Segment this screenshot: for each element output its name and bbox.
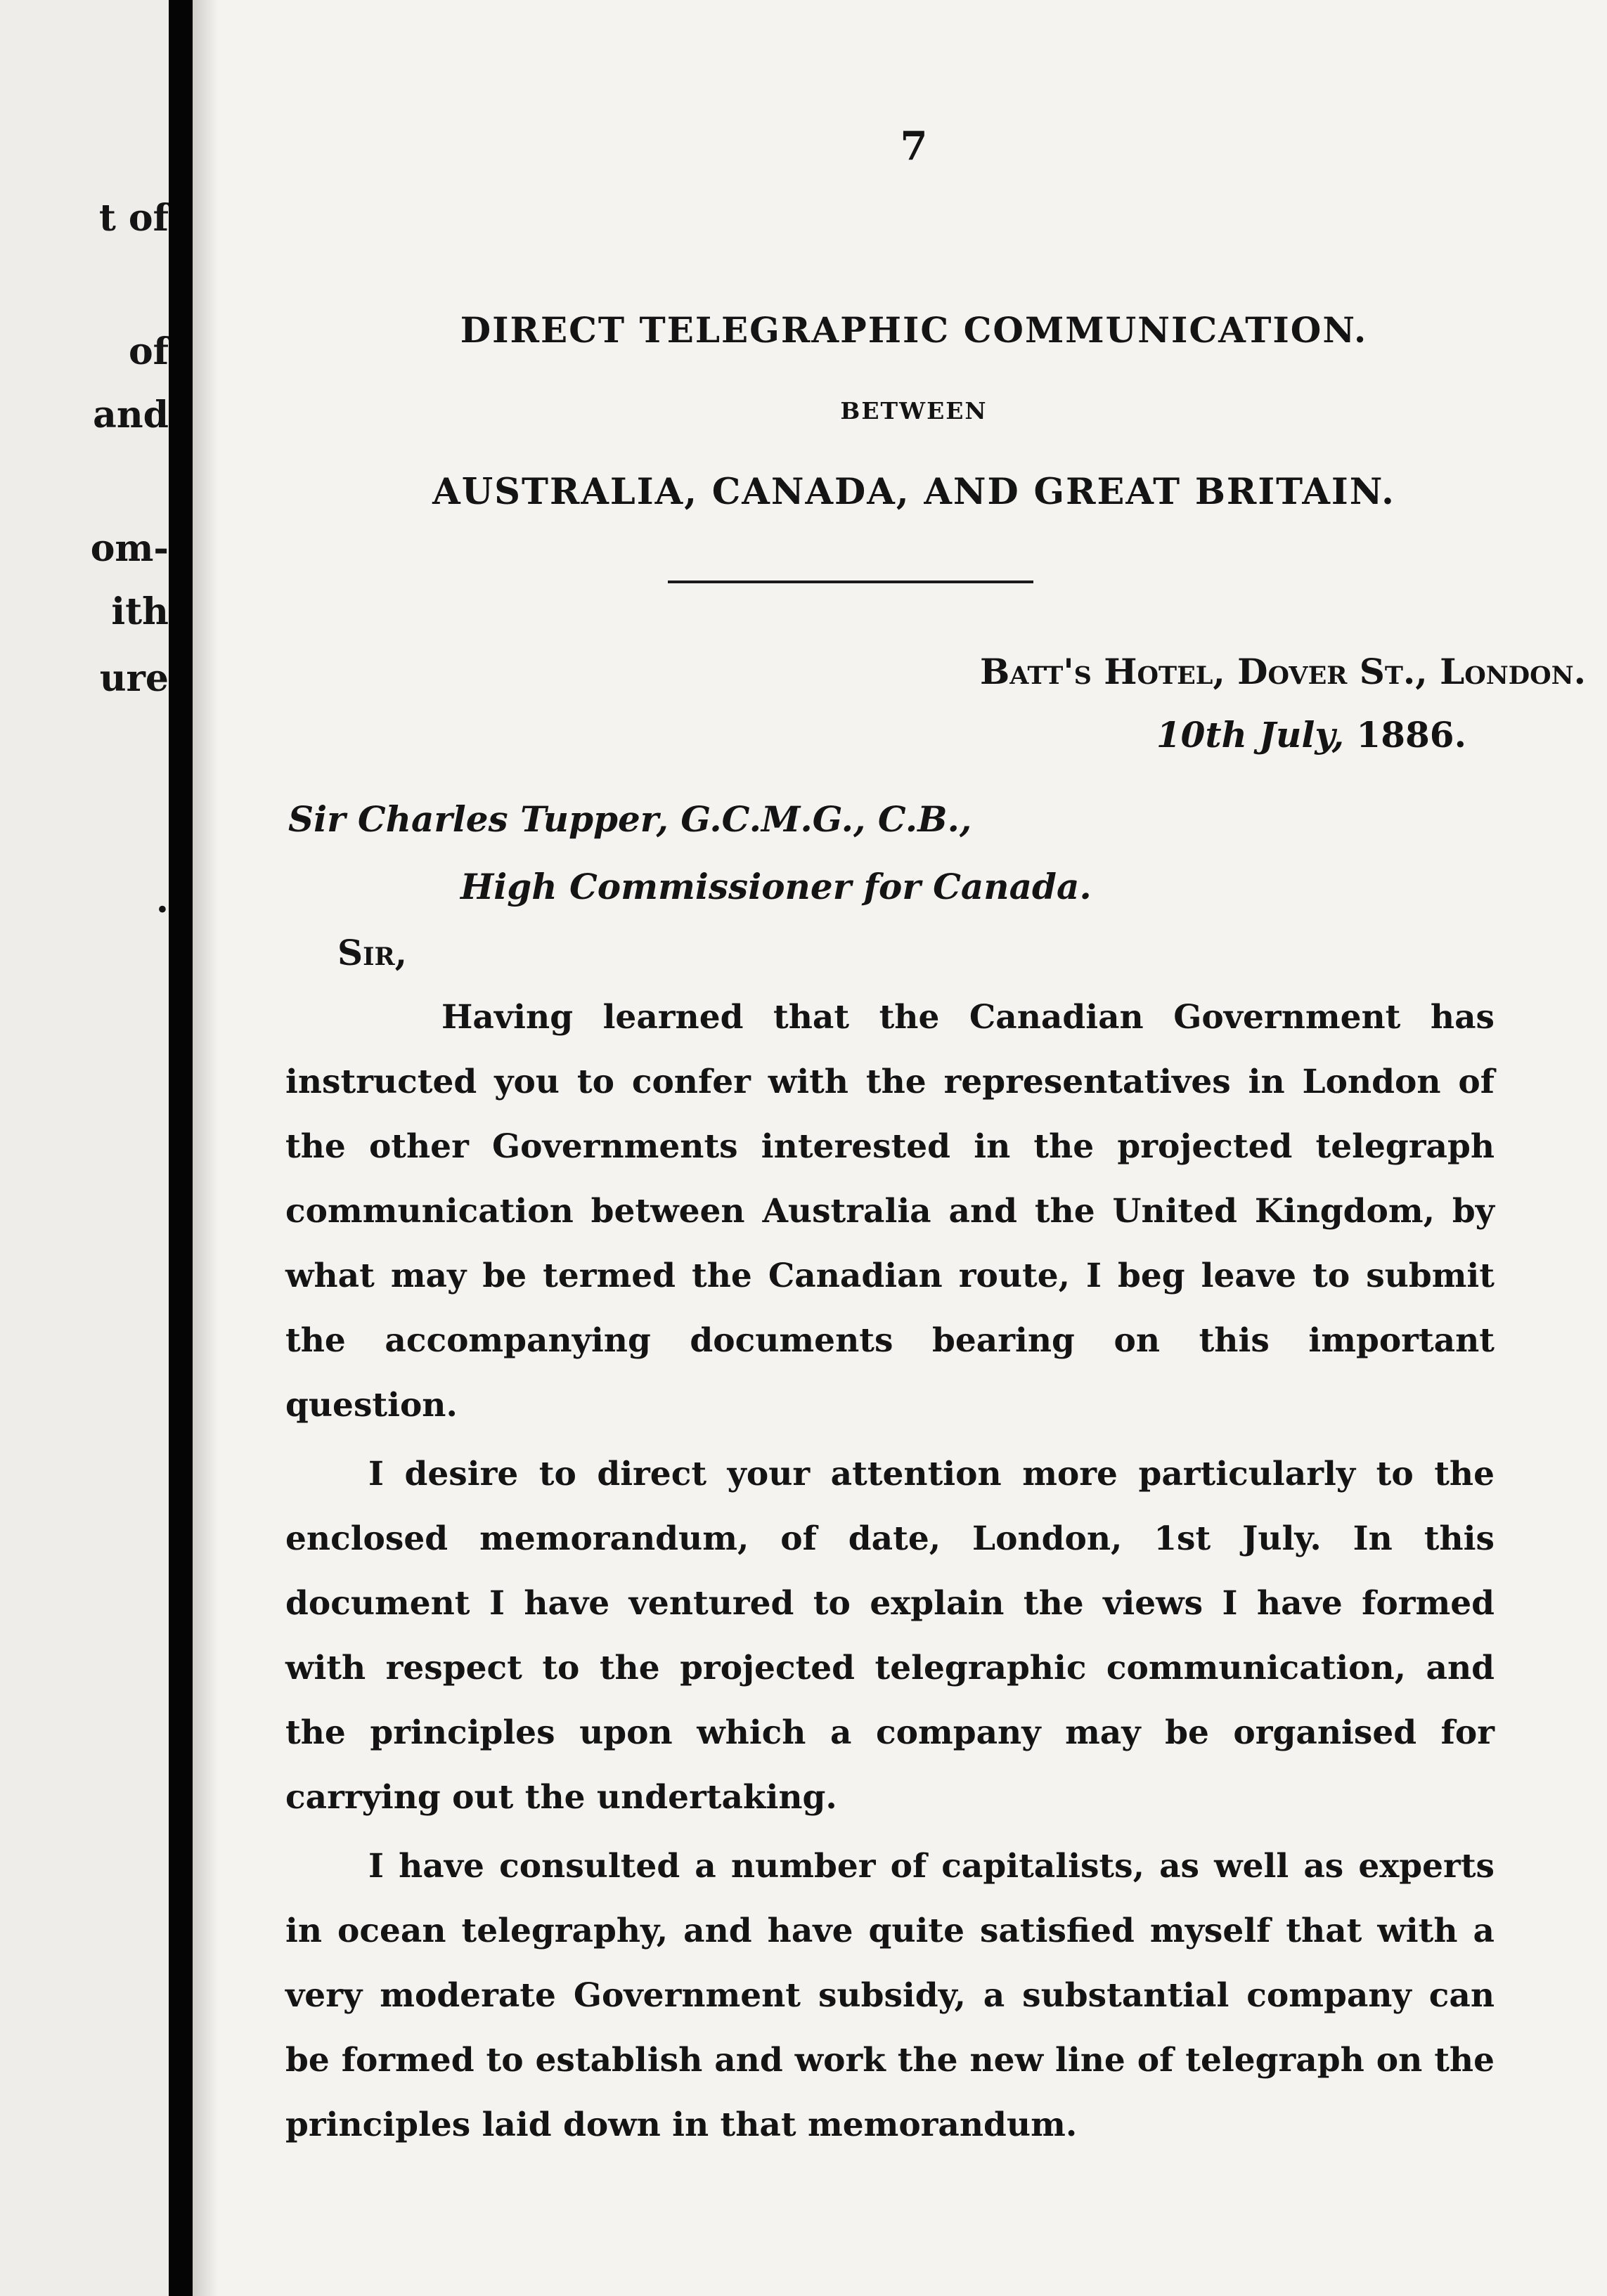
letter-paragraph: I have consulted a number of capitalists, as well as experts in ocean telegraphy, and have quite satisfied myself that with a very moderate Government subsidy, a substantial company can be formed to establish and work the new line of telegraph on the principles laid down in that memorandum.	[285, 1847, 1495, 2144]
salutation: Sir,	[337, 932, 407, 973]
heading-divider	[668, 581, 1033, 583]
document-page	[218, 0, 1607, 2296]
addressee-name: Sir Charles Tupper, G.C.M.G., C.B.,	[288, 798, 972, 840]
letter-paragraph: Having learned that the Canadian Government has instructed you to confer with the representatives in London of the other Governments interested in the projected telegraph communication between Australia and the United Kingdom, by what may be termed the Canadian route, I beg leave to submit the accompanying documents bearing on this important question.	[285, 998, 1495, 1425]
left-page-fragment	[0, 0, 169, 2296]
letter-paragraph: I desire to direct your attention more particularly to the enclosed memorandum, of date, London, 1st July. In this document I have ventured to explain the views I have formed with respect to the projected telegraphic communication, and the principles upon which a company may be organised for carrying out the undertaking.	[285, 1455, 1495, 1817]
page-number: 7	[900, 123, 928, 169]
bleed-text-line: ure	[99, 657, 169, 700]
letter-body	[285, 985, 1495, 2162]
heading-subtitle: AUSTRALIA, CANADA, AND GREAT BRITAIN.	[432, 471, 1395, 513]
gutter-shadow	[193, 0, 218, 2296]
letter-date-day: 10th July,	[1156, 714, 1344, 755]
addressee-title: High Commissioner for Canada.	[460, 866, 1092, 907]
heading-title: DIRECT TELEGRAPHIC COMMUNICATION.	[460, 309, 1368, 351]
bleed-text-line: of	[128, 330, 169, 373]
bleed-text-line: .	[155, 878, 169, 921]
letter-address: Batt's Hotel, Dover St., London.	[979, 651, 1586, 692]
letter-date	[1156, 714, 1466, 755]
bleed-text-line: ith	[111, 590, 169, 633]
heading-between: BETWEEN	[840, 397, 988, 424]
bleed-text-line: t of	[98, 197, 169, 240]
bleed-text-line: and	[93, 394, 169, 436]
book-binding-gutter	[169, 0, 193, 2296]
letter-date-year: 1886.	[1356, 714, 1466, 755]
bleed-text-line: om-	[90, 527, 169, 570]
